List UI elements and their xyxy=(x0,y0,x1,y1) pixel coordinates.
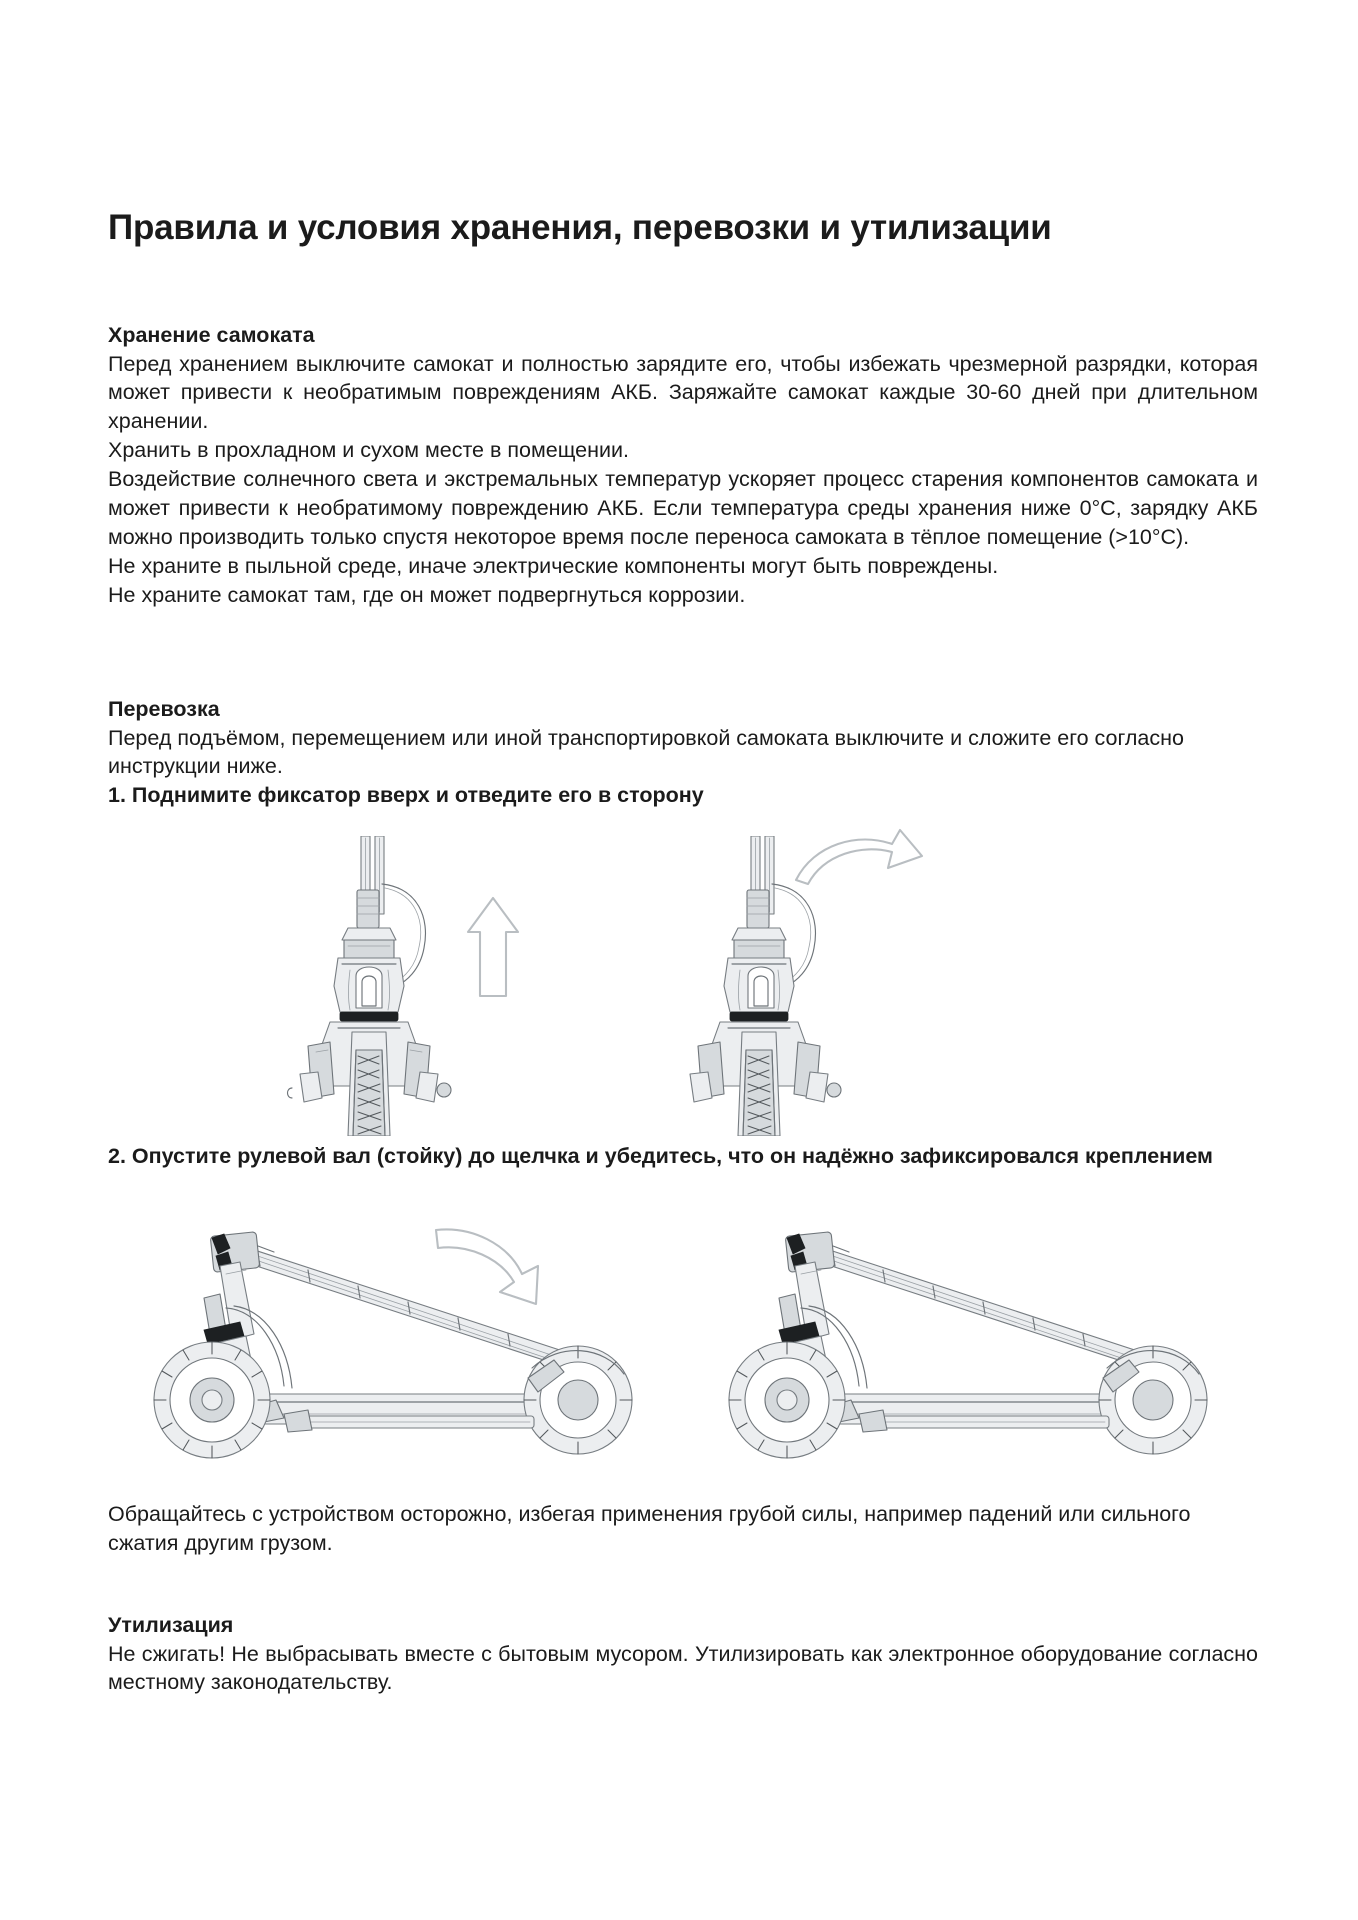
rear-wheel xyxy=(524,1346,632,1454)
folding-latch-released xyxy=(724,958,794,1012)
transport-care-note xyxy=(108,1500,1263,1558)
section-storage xyxy=(108,322,1263,610)
section-transport xyxy=(108,696,1263,810)
transport-step-2-heading: 2. Опустите рулевой вал (стойку) до щелчка и убедитесь, что он надёжно зафиксировался креплением xyxy=(108,1144,1213,1168)
front-wheel xyxy=(729,1342,845,1458)
storage-paragraph-4: Не храните в пыльной среде, иначе электрические компоненты могут быть повреждены. xyxy=(108,553,999,578)
steering-stem xyxy=(801,1242,1153,1370)
page-title: Правила и условия хранения, перевозки и утилизации xyxy=(108,208,1052,247)
steering-stem xyxy=(226,1242,578,1370)
front-wheel xyxy=(348,1032,390,1136)
section-disposal xyxy=(108,1612,1263,1697)
figure-scooter-folded xyxy=(683,1218,1243,1463)
storage-paragraph-2: Хранить в прохладном и сухом месте в помещении. xyxy=(108,438,629,463)
storage-paragraph-1: Перед хранением выключите самокат и полностью зарядите его, чтобы избежать чрезмерной разрядки, которая может привести к необратимым повреждениям АКБ. Заряжайте самокат каждые 30-60 дней при длительном хранении. xyxy=(108,351,1258,434)
care-note-paragraph: Обращайтесь с устройством осторожно, избегая применения грубой силы, например падений или сильного сжатия другим грузом. xyxy=(108,1502,1191,1555)
up-arrow-icon xyxy=(468,898,518,996)
folding-latch xyxy=(334,958,404,1012)
curved-arrow-right-icon xyxy=(788,822,938,902)
stem-collar xyxy=(732,890,786,958)
page-title-block xyxy=(108,0,1208,251)
section-transport-step-2 xyxy=(108,1142,1263,1171)
front-wheel xyxy=(738,1032,780,1136)
stem-collar xyxy=(342,890,396,958)
rear-wheel xyxy=(1099,1346,1207,1454)
figure-folded-scooter xyxy=(108,1218,1263,1463)
section-heading-storage: Хранение самоката xyxy=(108,323,315,347)
transport-step-1-heading: 1. Поднимите фиксатор вверх и отведите его в сторону xyxy=(108,783,704,808)
storage-paragraph-3: Воздействие солнечного света и экстремальных температур ускоряет процесс старения компонентов самоката и может привести к необратимому повреждению АКБ. Если температура среды хранения ниже 0°C, зарядку АКБ можно производить только спустя некоторое время после переноса самоката в тёплое помещение (>10°C). xyxy=(108,467,1258,549)
section-heading-disposal: Утилизация xyxy=(108,1613,234,1637)
front-wheel xyxy=(154,1342,270,1458)
figure-fork-before xyxy=(278,836,538,1136)
figure-fork-latch xyxy=(108,836,1263,1136)
transport-intro-paragraph: Перед подъёмом, перемещением или иной транспортировкой самоката выключите и сложите его согласно инструкции ниже. xyxy=(108,725,1184,779)
figure-scooter-folding xyxy=(108,1218,668,1463)
seal-band xyxy=(340,1012,398,1021)
seal-band xyxy=(730,1012,788,1021)
section-heading-transport: Перевозка xyxy=(108,697,220,721)
curved-arrow-down-icon xyxy=(436,1229,538,1304)
storage-paragraph-5: Не храните самокат там, где он может подвергнуться коррозии. xyxy=(108,582,746,607)
disposal-paragraph: Не сжигать! Не выбрасывать вместе с бытовым мусором. Утилизировать как электронное оборудование согласно местному законодательству. xyxy=(108,1641,1258,1695)
